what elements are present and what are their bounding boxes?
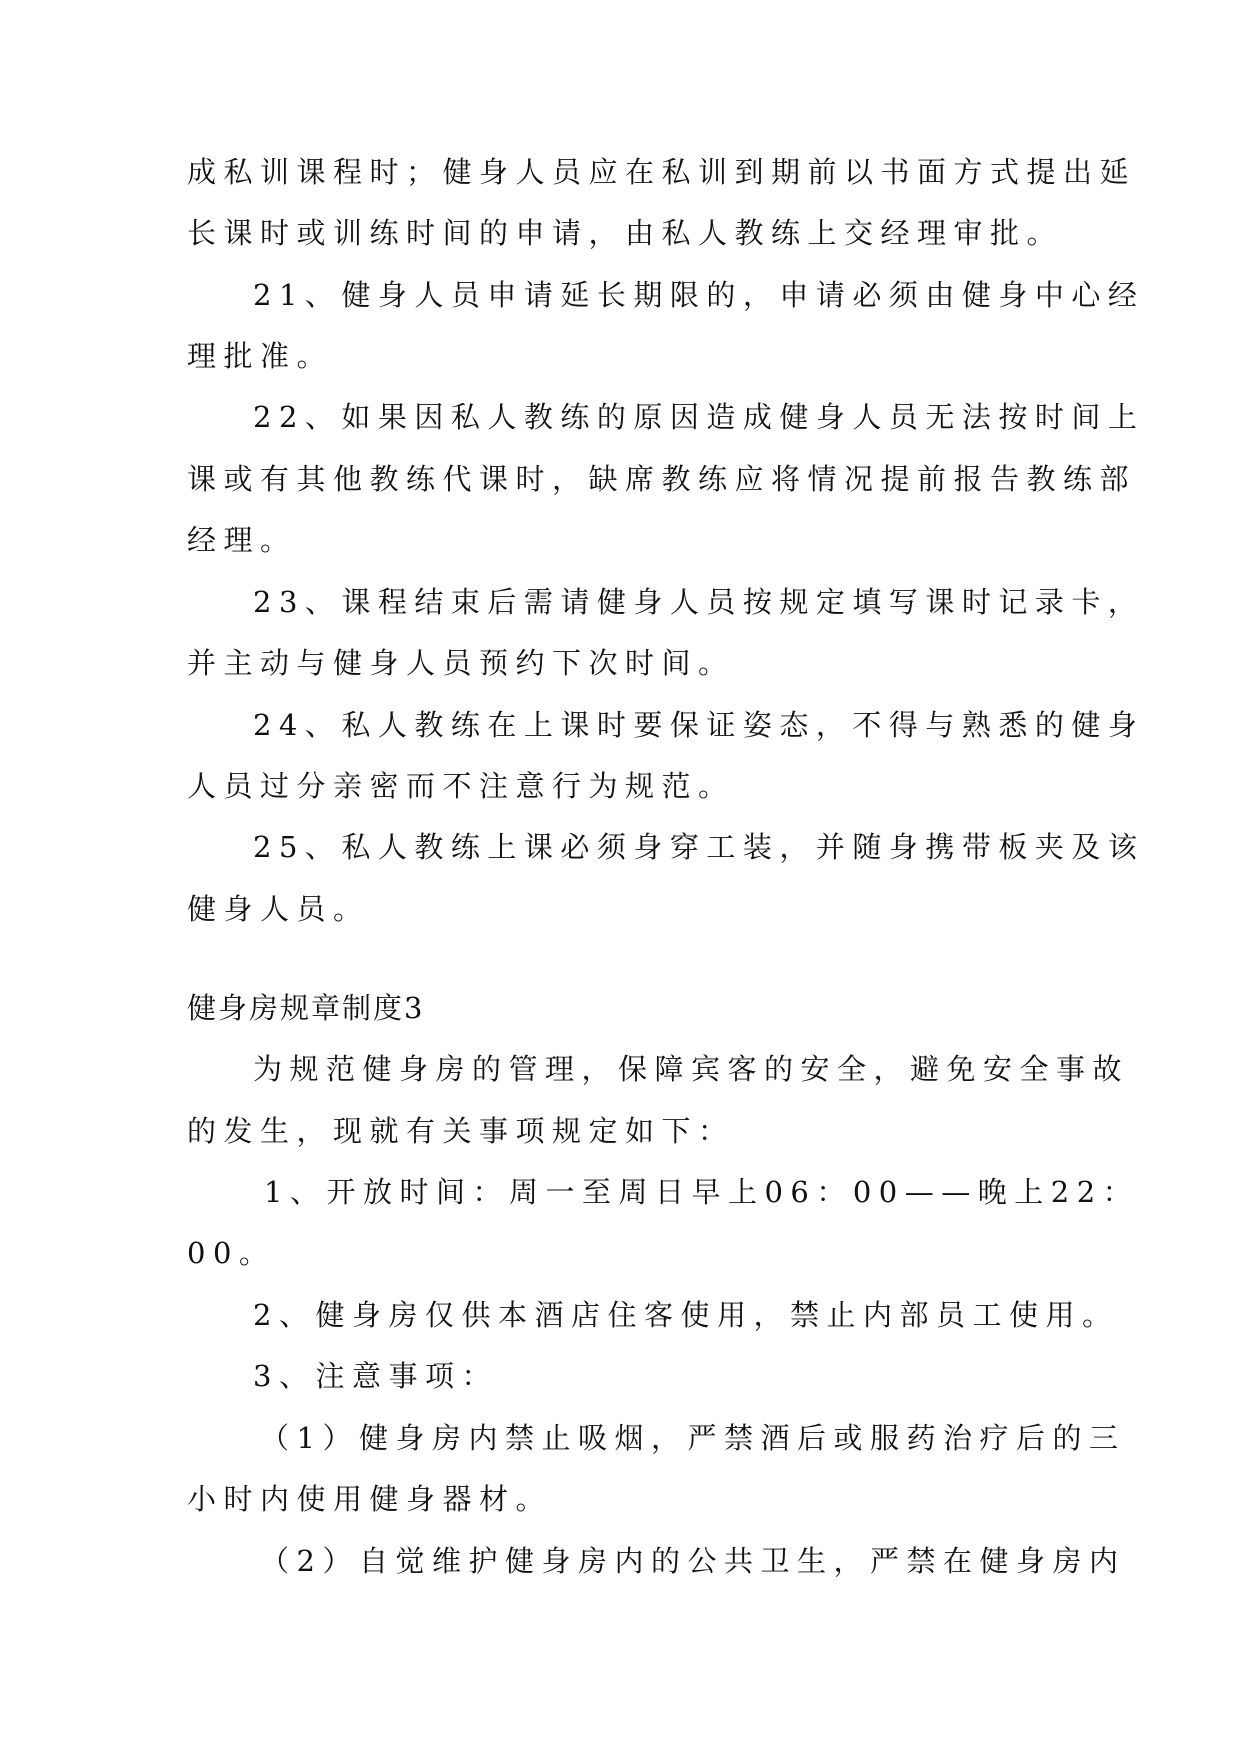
paragraph-line: 23、课程结束后需请健身人员按规定填写课时记录卡， xyxy=(253,585,1145,619)
paragraph-line: 3、注意事项： xyxy=(253,1359,498,1393)
paragraph-line: 长课时或训练时间的申请，由私人教练上交经理审批。 xyxy=(187,216,1064,250)
paragraph-line: 2、健身房仅供本酒店住客使用，禁止内部员工使用。 xyxy=(253,1298,1119,1332)
paragraph-line: 课或有其他教练代课时，缺席教练应将情况提前报告教练部 xyxy=(187,462,1137,496)
paragraph-line: （1）健身房内禁止吸烟，严禁酒后或服药治疗后的三 xyxy=(260,1421,1126,1455)
paragraph-line: 的发生，现就有关事项规定如下： xyxy=(187,1114,735,1148)
paragraph-line: 24、私人教练在上课时要保证姿态，不得与熟悉的健身 xyxy=(253,708,1145,742)
paragraph-line: 25、私人教练上课必须身穿工装，并随身携带板夹及该 xyxy=(253,830,1145,864)
section-title: 健身房规章制度3 xyxy=(187,991,425,1025)
paragraph-line: 小时内使用健身器材。 xyxy=(187,1482,553,1516)
paragraph-line: 健身人员。 xyxy=(187,892,370,926)
paragraph-line: 经理。 xyxy=(187,523,297,557)
paragraph-line: （2）自觉维护健身房内的公共卫生，严禁在健身房内 xyxy=(260,1544,1126,1578)
paragraph-line: 为规范健身房的管理，保障宾客的安全，避免安全事故 xyxy=(253,1052,1130,1086)
paragraph-line: 人员过分亲密而不注意行为规范。 xyxy=(187,769,735,803)
paragraph-line: 21、健身人员申请延长期限的，申请必须由健身中心经 xyxy=(253,278,1145,312)
paragraph-line: 并主动与健身人员预约下次时间。 xyxy=(187,646,735,680)
paragraph-line: 00。 xyxy=(187,1236,276,1270)
paragraph-line: 1、开放时间：周一至周日早上06：00——晚上22： xyxy=(264,1175,1140,1209)
paragraph-line: 成私训课程时；健身人员应在私训到期前以书面方式提出延 xyxy=(187,155,1137,189)
paragraph-line: 22、如果因私人教练的原因造成健身人员无法按时间上 xyxy=(253,400,1145,434)
paragraph-line: 理批准。 xyxy=(187,339,334,373)
